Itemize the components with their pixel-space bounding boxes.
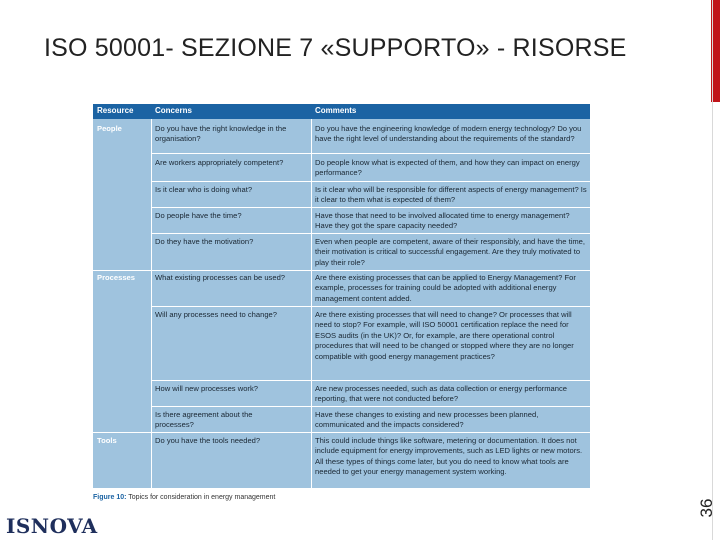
table-cell-concern: What existing processes can be used? xyxy=(155,273,286,282)
page-number: 36 xyxy=(697,498,716,518)
isnova-logo: ISNOVA xyxy=(6,514,98,538)
table-cell-comment: Are there existing processes that will need to change? Or processes that will need to stop? For example, will ISO 50001 certification replace the need for ESOS audits (in the UK)? Or, for example, are there operational control procedures that will need to be changed or stopped where they are no longer compatible with good energy management practices? xyxy=(315,310,574,361)
resource-tools: Tools xyxy=(97,436,117,445)
table-cell-concern: Do they have the motivation? xyxy=(155,237,254,246)
header-concerns: Concerns xyxy=(155,106,192,115)
resources-table xyxy=(93,104,590,488)
table-cell-concern: Is it clear who is doing what? xyxy=(155,185,253,194)
resource-people: People xyxy=(97,124,122,133)
table-cell-concern: Are workers appropriately competent? xyxy=(155,158,284,167)
row-divider xyxy=(93,270,590,271)
table-cell-concern: Will any processes need to change? xyxy=(155,310,277,319)
row-divider xyxy=(151,380,590,381)
table-cell-concern: Do you have the right knowledge in the organisation? xyxy=(155,124,287,144)
table-cell-comment: Have these changes to existing and new processes been planned, communicated and the impacts considered? xyxy=(315,410,539,430)
table-header xyxy=(93,104,590,119)
resource-processes: Processes xyxy=(97,273,135,282)
table-cell-comment: Are new processes needed, such as data collection or energy performance reporting, that were not conducted before? xyxy=(315,384,568,404)
table-cell-concern: Is there agreement about the processes? xyxy=(155,410,253,430)
table-cell-comment: Do you have the engineering knowledge of modern energy technology? Do you have the right level of understanding about the requirements of the standard? xyxy=(315,124,582,144)
row-divider xyxy=(151,233,590,234)
row-divider xyxy=(151,181,590,182)
caption-label: Figure 10: xyxy=(93,494,127,501)
table-cell-comment: Is it clear who will be responsible for different aspects of energy management? Is it clear to them what is expected of them? xyxy=(315,185,587,205)
slide-divider xyxy=(712,0,713,540)
table-cell-concern: Do you have the tools needed? xyxy=(155,436,261,445)
table-cell-concern: Do people have the time? xyxy=(155,211,242,220)
row-divider xyxy=(151,406,590,407)
figure-caption xyxy=(93,494,275,501)
row-divider xyxy=(151,207,590,208)
table-cell-comment: This could include things like software, metering or documentation. It does not include equipment for energy improvements, such as LED lights or new motors. All these types of things come later, but you do need to know what tools are needed to get your energy management system working. xyxy=(315,436,583,477)
table-cell-comment: Even when people are competent, aware of their responsibly, and have the time, their motivation is critical to successful engagement. Are they truly motivated to play their role? xyxy=(315,237,586,267)
header-resource: Resource xyxy=(97,106,134,115)
table-cell-comment: Have those that need to be involved allocated time to energy management? Have they got the spare capacity needed? xyxy=(315,211,570,231)
row-divider xyxy=(151,306,590,307)
slide-title: ISO 50001- SEZIONE 7 «SUPPORTO» - RISORSE xyxy=(44,34,627,62)
row-divider xyxy=(93,432,590,433)
row-divider xyxy=(151,153,590,154)
table-cell-comment: Are there existing processes that can be applied to Energy Management? For example, processes for training could be adopted with additional energy management content added. xyxy=(315,273,576,303)
table-cell-comment: Do people know what is expected of them, and how they can impact on energy performance? xyxy=(315,158,580,178)
header-comments: Comments xyxy=(315,106,357,115)
caption-text: Topics for consideration in energy management xyxy=(128,494,276,501)
table-cell-concern: How will new processes work? xyxy=(155,384,258,393)
